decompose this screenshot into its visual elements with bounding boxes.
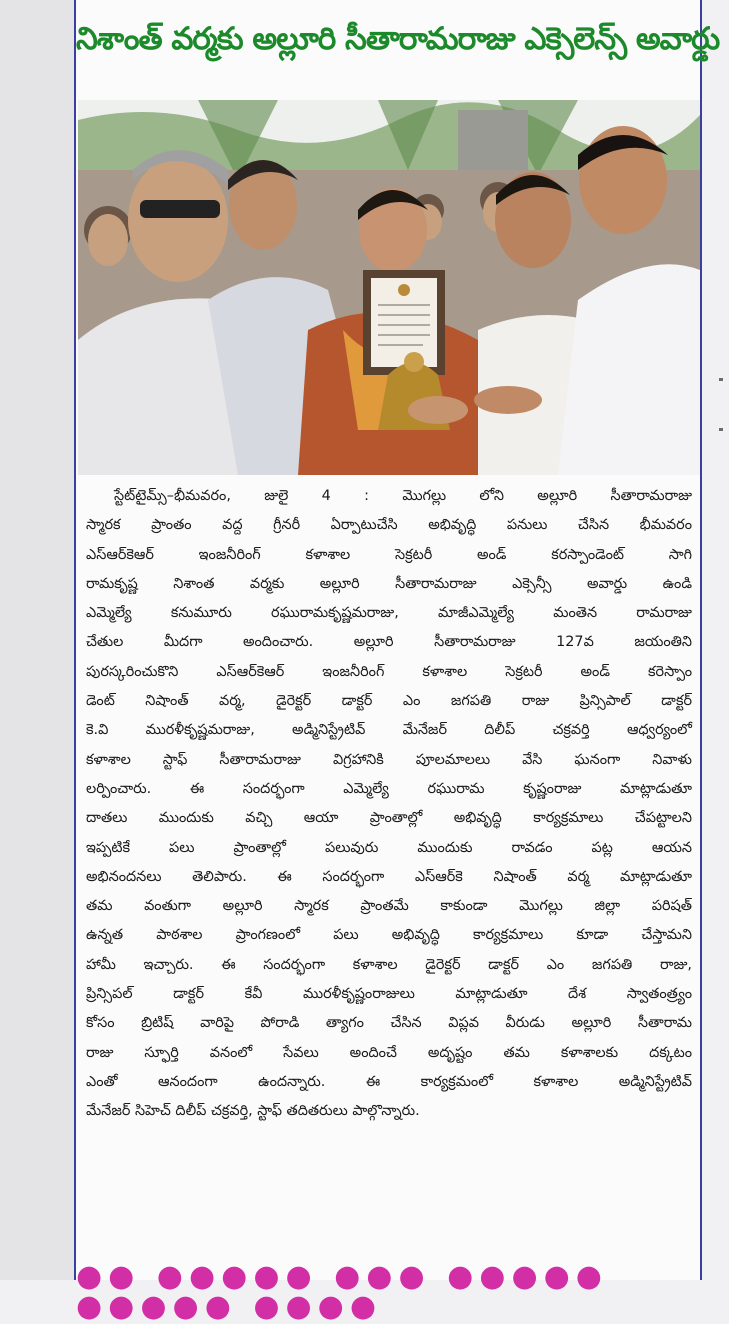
article-body [86, 482, 692, 1127]
article-line: ఎస్ఆర్‌కెఆర్ ఇంజనీరింగ్ కళాశాల సెక్రటరీ అండ్ కరస్పాండెంట్ సాగి [86, 546, 692, 563]
article-line: తమ వంతుగా అల్లూరి స్మారక ప్రాంతమే కాకుండా మొగల్లు జిల్లా పరిషత్ [86, 898, 692, 915]
article-line: ఎంతో ఆనందంగా ఉందన్నారు. ఈ కార్యక్రమంలో కళాశాల అడ్మినిస్ట్రేటివ్ [86, 1073, 692, 1090]
article-line: డెంట్ నిషాంత్ వర్మ, డైరెక్టర్ డాక్టర్ ఎం జగపతి రాజు ప్రిన్సిపాల్ డాక్టర్ [86, 693, 692, 710]
left-margin-strip [0, 0, 74, 1280]
newspaper-clipping [74, 0, 720, 1324]
article-line: లర్పించారు. ఈ సందర్భంగా ఎమ్మెల్యే రఘురామ కృష్ణంరాజు మాట్లాడుతూ [86, 780, 692, 797]
article-line: పురస్కరించుకొని ఎస్ఆర్‌కెఆర్ ఇంజనీరింగ్ కళాశాల సెక్రటరీ అండ్ కరెస్పాం [86, 663, 692, 680]
article-line: అభినందనలు తెలిపారు. ఈ సందర్భంగా ఎస్ఆర్‌కె నిషాంత్ వర్మ మాట్లాడుతూ [86, 868, 692, 885]
article-line: మేనేజర్ సిహెచ్ దిలీప్ చక్రవర్తి, స్టాఫ్ తదితరులు పాల్గొన్నారు. [86, 1103, 420, 1120]
next-article-headline-fragment: ●● ●●●●● ●●● ●●●●● ●●●●● ●●●● [76, 1259, 608, 1324]
article-line: ఇప్పటికే పలు ప్రాంతాల్లో పలువురు ముందుకు రావడం పట్ల ఆయన [86, 839, 692, 856]
page-edge-mark [719, 378, 723, 381]
article-line: హామీ ఇచ్చారు. ఈ సందర్భంగా కళాశాల డైరెక్టర్ డాక్టర్ ఎం జగపతి రాజు, [86, 956, 692, 973]
article-line: కె.వి మురళీకృష్ణమరాజు, అడ్మినిస్ట్రేటివ్ మేనేజర్ దిలీప్ చక్రవర్తి ఆధ్వర్యంలో [86, 722, 692, 739]
article-headline: నిశాంత్ వర్మకు అల్లూరి సీతారామరాజు ఎక్సెలెన్స్ అవార్డు [76, 21, 720, 57]
award-ceremony-photo [78, 100, 700, 475]
article-line: స్మారక ప్రాంతం వద్ద గ్రీనరీ ఏర్పాటుచేసి అభివృద్ధి పనులు చేసిన భీమవరం [86, 517, 692, 534]
article-line: కళాశాల స్టాఫ్ సీతారామరాజు విగ్రహానికి పూలమాలలు వేసి ఘనంగా నివాళు [86, 751, 692, 768]
article-line: స్టేట్‌టైమ్స్–భీమవరం, జులై 4 : మొగల్లు లోని అల్లూరి సీతారామరాజు [114, 488, 692, 504]
article-line: దాతలు ముందుకు వచ్చి ఆయా ప్రాంతాల్లో అభివృద్ధి కార్యక్రమాలు చేపట్టాలని [86, 810, 692, 827]
article-line: రామకృష్ణ నిశాంత వర్మకు అల్లూరి సీతారామరాజు ఎక్సెన్సీ అవార్డు ఉండి [86, 575, 692, 592]
page-edge-mark [719, 428, 723, 431]
article-line: కోసం బ్రిటిష్ వారిపై పోరాడి త్యాగం చేసిన విప్లవ వీరుడు అల్లూరి సీతారామ [86, 1015, 692, 1032]
article-line: ఎమ్మెల్యే కనుమూరు రఘురామకృష్ణమరాజు, మాజీఎమ్మెల్యే మంతెన రామరాజు [86, 605, 692, 622]
article-line: రాజు స్ఫూర్తి వనంలో సేవలు అందించే అదృష్టం తమ కళాశాలకు దక్కటం [86, 1044, 692, 1061]
article-line: ప్రిన్సిపల్ డాక్టర్ కేవీ మురళీకృష్ణంరాజులు మాట్లాడుతూ దేశ స్వాతంత్ర్యం [86, 986, 692, 1003]
article-line: చేతుల మీదగా అందించారు. అల్లూరి సీతారామరాజు 127వ జయంతిని [86, 634, 692, 651]
article-line: ఉన్నత పాఠశాల ప్రాంగణంలో పలు అభివృద్ధి కార్యక్రమాలు కూడా చేస్తామని [86, 927, 692, 944]
